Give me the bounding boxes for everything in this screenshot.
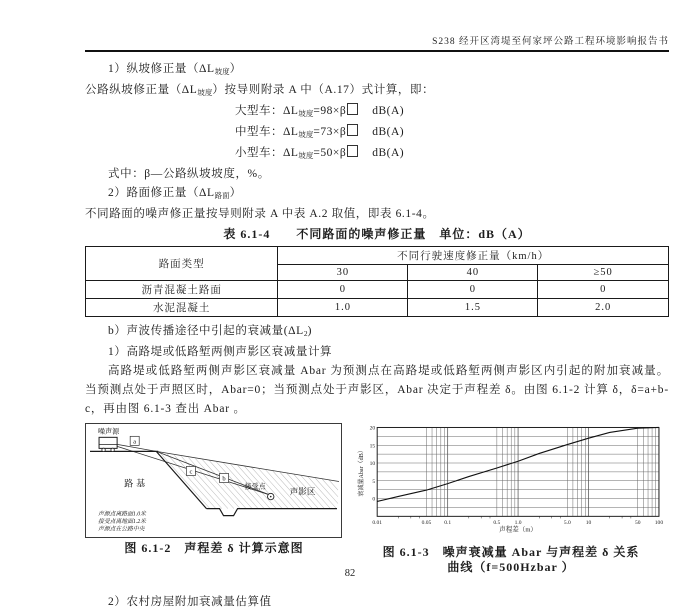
svg-text:0.5: 0.5 [493,519,501,526]
svg-text:0.01: 0.01 [372,519,383,526]
attenuation-heading-b: b）声波传播途径中引起的衰减量$(\Delta L_2)$ [108,325,312,338]
noise-source-label: 噪声源 [98,427,120,436]
attenuation-paragraph: 高路堤或低路堑两侧声影区衰减量 Abar 为预测点在高路堤或低路堑两侧声影区内引起的附加衰减量。当预测点处于声照区时，Abar=0；当预测点处于声影区，Abar 决定于声程差 δ。由图 6.1-2 计算 δ，δ=a+b-c，再由图 6.1-3 查出 Abar 。 [85,365,669,415]
svg-text:5.0: 5.0 [563,519,571,526]
formula-medium-vehicle: 中型车：$\Delta L_{坡度}=73\times\beta$ dB(A) [235,126,405,139]
segment-a-label [130,436,139,445]
figure-note-1: 声源点离路面1.0米 [98,511,147,518]
svg-text:0.1: 0.1 [444,519,452,526]
svg-text:10: 10 [369,461,376,468]
figure-612 [85,423,343,556]
path-difference-diagram [85,423,342,538]
formula-small-vehicle: 小型车：$\Delta L_{坡度}=50\times\beta$ dB(A) [235,147,405,160]
svg-text:1.0: 1.0 [514,519,522,526]
figure-613-caption-line2: 曲线（f=500Hzbar ） [447,560,575,574]
abar-chart [357,423,665,537]
rural-heading: 2）农村房屋附加衰减量估算值 [108,596,272,608]
embankment-slope-line [156,451,206,508]
table-row: 沥青混凝土路面 0 0 0 [86,281,669,299]
svg-text:15: 15 [369,443,376,450]
speed-40: 40 [408,265,538,281]
svg-text:5: 5 [372,478,376,485]
figures-row [85,423,669,575]
attenuation-heading-1: 1）高路堤或低路堑两侧声影区衰减量计算 [108,346,333,358]
receiver-point-dot [270,496,272,498]
speed-50plus: ≥50 [538,265,669,281]
svg-text:c: c [189,468,193,476]
ground-line [206,509,337,516]
figure-613-caption-line1: 图 6.1-3 噪声衰减量 Abar 与声程差 δ 关系 [382,545,640,559]
roadbed-label: 路基 [124,478,149,489]
svg-text:50: 50 [634,519,641,526]
speed-30: 30 [278,265,408,281]
slope-where: 式中：β—公路纵坡坡度，%。 [108,168,270,180]
figure-613 [357,423,665,575]
receiver-label: 接受点 [244,482,266,491]
svg-text:20: 20 [369,425,376,432]
segment-c-label [186,466,195,475]
shadow-zone-label: 声影区 [289,486,316,497]
svg-text:0: 0 [372,496,376,503]
svg-text:10: 10 [585,519,592,526]
svg-text:b: b [222,475,226,483]
missing-glyph-box [347,103,358,115]
col-speed-group: 不同行驶速度修正量（km/h） [278,247,669,265]
formula-large-vehicle: 大型车：$\Delta L_{坡度}=98\times\beta$ dB(A) [235,105,405,118]
slope-formulas [235,102,669,165]
pavement-heading: 2）路面修正量$(\Delta L_{路面})$ [108,187,242,200]
table-row: 水泥混凝土 1.0 1.5 2.0 [86,299,669,317]
pavement-correction-table [85,246,669,317]
col-pavement-type: 路面类型 [86,247,278,281]
figure-612-caption: 图 6.1-2 声程差 δ 计算示意图 [124,541,304,555]
segment-b-label [220,473,229,482]
missing-glyph-box [347,145,358,157]
pavement-desc: 不同路面的噪声修正量按导则附录 A 中表 A.2 取值，即表 6.1-4。 [85,208,435,220]
shadow-zone-hatch [160,453,338,509]
header-title: S238 经开区湾堤至何家坪公路工程环境影响报告书 [432,37,669,47]
svg-text:0.05: 0.05 [421,519,432,526]
slope-heading: 1）纵坡修正量$(\Delta L_{坡度})$ [108,63,242,76]
page-content [85,33,669,612]
slope-desc: 公路纵坡修正量$(\Delta L_{坡度})$按导则附录 A 中（A.17）式计算，即： [85,84,435,97]
svg-text:a: a [133,438,137,446]
page-header [85,33,669,52]
missing-glyph-box [347,124,358,136]
svg-text:衰减量Abar（dB）: 衰减量Abar（dB） [359,447,366,497]
svg-text:100: 100 [654,519,664,526]
noise-source-truck-icon [99,437,117,451]
figure-note-3: 声源点在公路中央 [98,526,145,533]
page-number: 82 [344,568,356,579]
svg-text:声程差（m）: 声程差（m） [499,526,537,534]
figure-note-2: 接受点离地面1.2米 [98,519,147,526]
table-title: 表 6.1-4 不同路面的噪声修正量 单位：dB（A） [223,227,531,241]
table-header-row [86,247,669,265]
